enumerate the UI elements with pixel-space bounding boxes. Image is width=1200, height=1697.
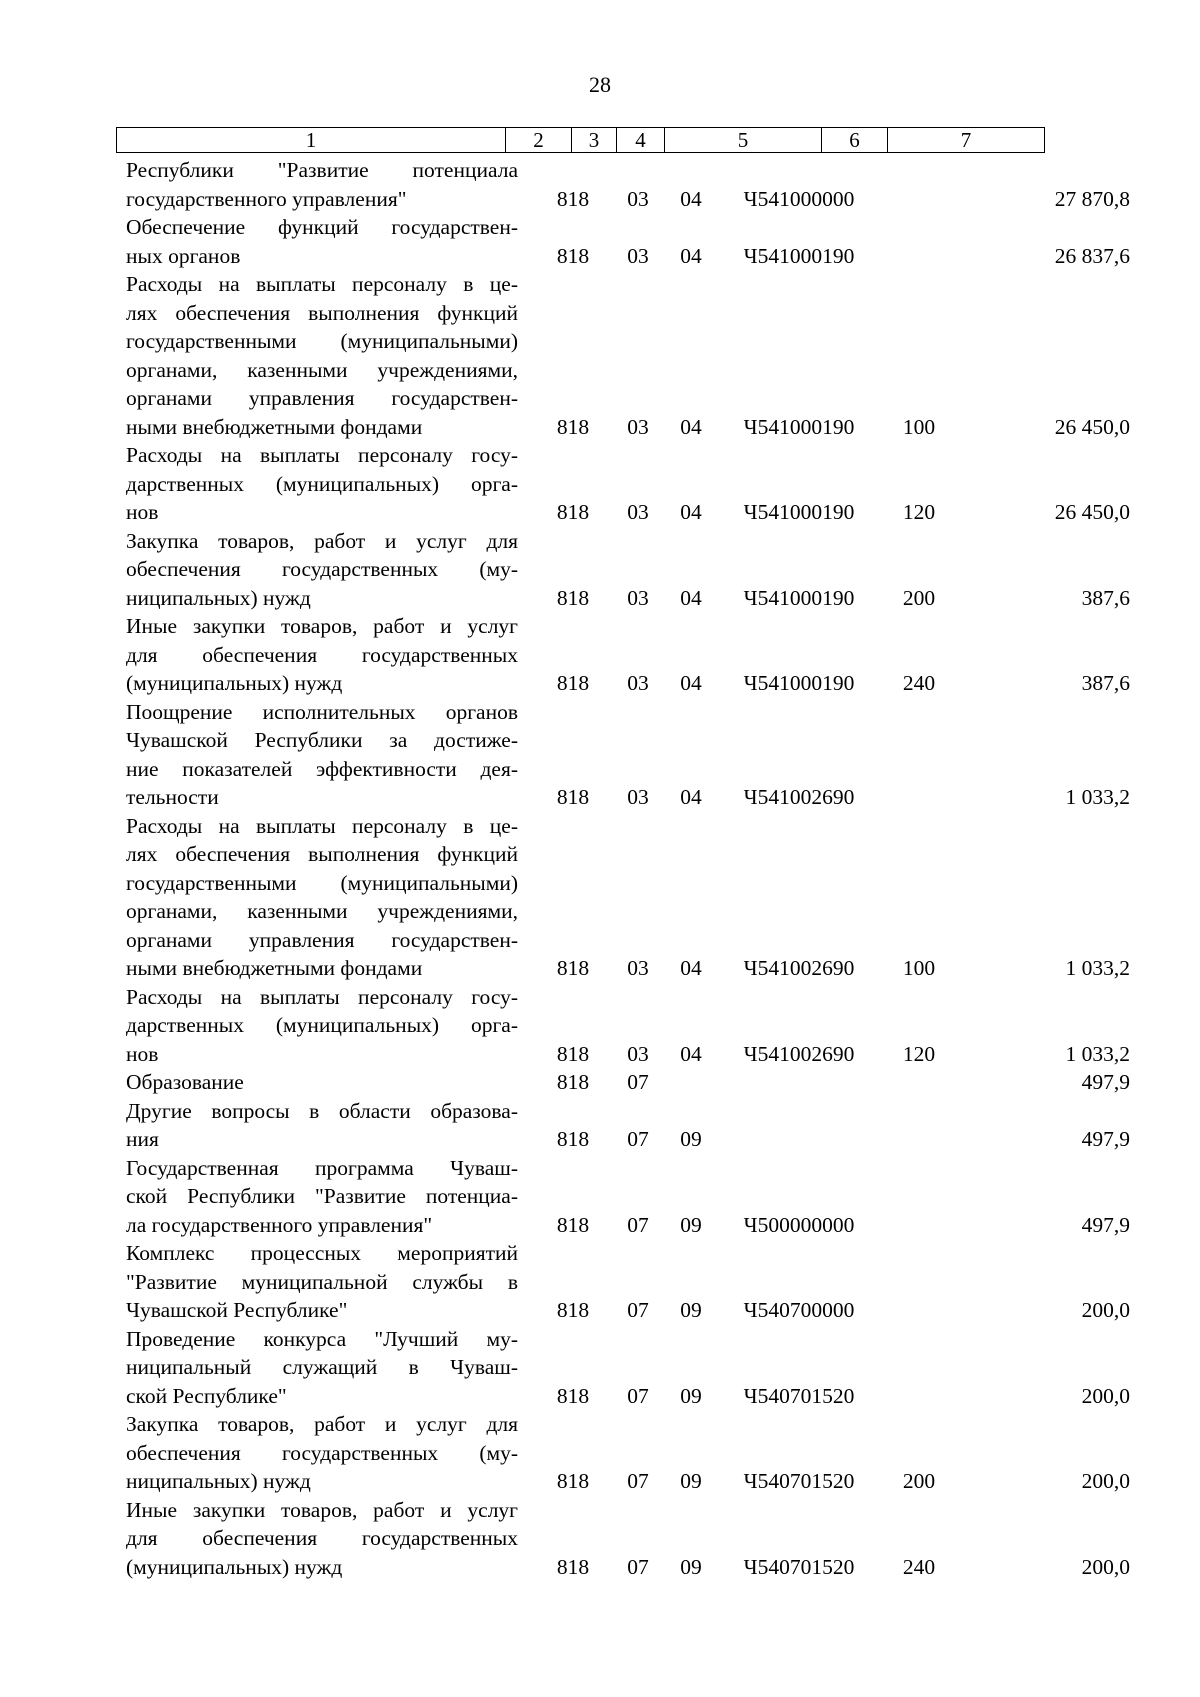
row-cell-c5: Ч540701520 — [743, 1554, 855, 1579]
row-cell-c6: 240 — [902, 671, 936, 695]
table-row — [126, 1239, 1130, 1325]
row-cell-c3: 07 — [627, 1469, 649, 1493]
row-cell-c5: Ч540701520 — [743, 1469, 855, 1493]
row-name-line: ла государственного управления" — [126, 1212, 433, 1237]
table-row — [126, 1068, 1130, 1097]
row-cell-c4: 09 — [680, 1298, 702, 1322]
row-cell-c7: 26 450,0 — [1054, 414, 1130, 439]
row-name-line: "Развитие муниципальной службы в — [126, 1269, 518, 1294]
row-name-line: ниципальных) нужд — [126, 1469, 311, 1493]
row-name — [126, 1097, 518, 1154]
row-name-line: нов — [126, 500, 159, 524]
table-row — [126, 1154, 1130, 1240]
row-name-line: ными внебюджетными фондами — [126, 956, 423, 980]
table-row — [126, 441, 1130, 527]
row-cell-c6: 120 — [902, 500, 936, 524]
row-cell-c7: 200,0 — [1081, 1469, 1130, 1493]
row-name — [126, 1325, 518, 1411]
row-name-line: ской Республики "Развитие потенциа- — [126, 1184, 518, 1208]
row-name-line: государственными (муниципальными) — [126, 329, 518, 353]
row-cell-c7: 26 450,0 — [1054, 500, 1130, 524]
row-name-line: Чувашской Республики за достиже- — [126, 728, 518, 752]
row-name-line: Расходы на выплаты персоналу в це- — [126, 272, 518, 296]
row-name-line: органами управления государствен- — [126, 927, 518, 952]
row-name-line: государственными (муниципальными) — [126, 870, 518, 895]
row-name-line: органами управления государствен- — [126, 386, 518, 410]
row-cell-c4: 04 — [680, 243, 702, 268]
row-cell-c2: 818 — [556, 1383, 590, 1408]
row-cell-c3: 07 — [627, 1070, 649, 1094]
row-cell-c2: 818 — [556, 414, 590, 439]
row-cell-c7: 200,0 — [1081, 1298, 1130, 1322]
row-cell-c5: Ч541000190 — [743, 414, 855, 439]
row-name — [126, 156, 518, 213]
row-cell-c4: 04 — [680, 186, 702, 211]
table-row — [126, 983, 1130, 1069]
table-row — [126, 812, 1130, 983]
row-name-line: лях обеспечения выполнения функций — [126, 842, 518, 866]
row-cell-c7: 387,6 — [1081, 585, 1130, 610]
row-cell-c2: 818 — [556, 1298, 590, 1322]
row-cell-c5: Ч500000000 — [743, 1212, 855, 1237]
row-name-line: ние показателей эффективности дея- — [126, 756, 518, 781]
row-cell-c2: 818 — [556, 1469, 590, 1493]
row-cell-c4: 09 — [680, 1127, 702, 1151]
budget-rows — [126, 156, 1130, 1581]
row-name-line: дарственных (муниципальных) орга- — [126, 471, 518, 496]
row-cell-c7: 497,9 — [1081, 1212, 1130, 1237]
table-row — [126, 213, 1130, 270]
row-cell-c7: 26 837,6 — [1054, 243, 1130, 268]
table-row — [126, 1097, 1130, 1154]
row-name-line: ными внебюджетными фондами — [126, 414, 423, 439]
row-name-line: государственного управления" — [126, 186, 407, 211]
column-header-row — [117, 128, 1045, 153]
row-cell-c2: 818 — [556, 243, 590, 268]
row-name-line: Расходы на выплаты персоналу госу- — [126, 984, 518, 1009]
row-cell-c2: 818 — [556, 500, 590, 524]
row-name — [126, 983, 518, 1069]
row-name — [126, 213, 518, 270]
column-header-7: 7 — [888, 128, 1045, 153]
row-name-line: Государственная программа Чуваш- — [126, 1155, 518, 1180]
row-cell-c2: 818 — [556, 1041, 590, 1066]
row-cell-c5: Ч541002690 — [743, 785, 855, 809]
row-cell-c6: 240 — [902, 1554, 936, 1579]
row-cell-c2: 818 — [556, 1070, 590, 1094]
table-row — [126, 527, 1130, 613]
row-cell-c7: 1 033,2 — [1065, 1041, 1130, 1066]
row-name-line: нов — [126, 1041, 159, 1066]
row-cell-c4: 09 — [680, 1554, 702, 1579]
row-cell-c2: 818 — [556, 671, 590, 695]
row-name-line: Расходы на выплаты персоналу госу- — [126, 443, 518, 467]
row-name-line: Чувашской Республике" — [126, 1298, 348, 1322]
row-cell-c3: 03 — [627, 1041, 649, 1066]
row-cell-c7: 387,6 — [1081, 671, 1130, 695]
row-cell-c6: 200 — [902, 1469, 936, 1493]
row-cell-c7: 200,0 — [1081, 1383, 1130, 1408]
row-name — [126, 1496, 518, 1582]
row-name-line: ных органов — [126, 243, 241, 268]
row-name-line: органами, казенными учреждениями, — [126, 357, 518, 382]
row-name — [126, 270, 518, 441]
row-cell-c3: 03 — [627, 414, 649, 439]
row-name — [126, 698, 518, 812]
row-cell-c6: 100 — [902, 956, 936, 980]
row-name-line: Образование — [126, 1070, 244, 1094]
row-cell-c3: 03 — [627, 186, 649, 211]
row-cell-c4: 09 — [680, 1469, 702, 1493]
row-name-line: Республики "Развитие потенциала — [126, 158, 518, 182]
row-cell-c3: 03 — [627, 785, 649, 809]
row-cell-c3: 07 — [627, 1212, 649, 1237]
row-cell-c2: 818 — [556, 956, 590, 980]
row-name-line: органами, казенными учреждениями, — [126, 899, 518, 923]
row-cell-c5: Ч540700000 — [743, 1298, 855, 1322]
row-cell-c3: 03 — [627, 671, 649, 695]
row-cell-c4: 04 — [680, 785, 702, 809]
row-cell-c7: 1 033,2 — [1065, 785, 1130, 809]
row-cell-c4: 04 — [680, 671, 702, 695]
row-name — [126, 1154, 518, 1240]
row-name — [126, 1410, 518, 1496]
table-row — [126, 698, 1130, 812]
row-name-line: ниципальный служащий в Чуваш- — [126, 1355, 518, 1379]
row-cell-c3: 03 — [627, 956, 649, 980]
row-name-line: (муниципальных) нужд — [126, 671, 343, 695]
row-name-line: для обеспечения государственных — [126, 642, 518, 667]
row-name-line: Поощрение исполнительных органов — [126, 699, 518, 724]
row-name — [126, 1239, 518, 1325]
row-name — [126, 1068, 518, 1097]
table-row — [126, 270, 1130, 441]
row-name-line: Закупка товаров, работ и услуг для — [126, 1412, 518, 1436]
row-cell-c7: 1 033,2 — [1065, 956, 1130, 980]
row-name-line: Иные закупки товаров, работ и услуг — [126, 614, 518, 638]
row-cell-c7: 497,9 — [1081, 1127, 1130, 1151]
row-cell-c2: 818 — [556, 585, 590, 610]
row-name — [126, 441, 518, 527]
row-name-line: ской Республике" — [126, 1383, 287, 1408]
row-cell-c4: 04 — [680, 500, 702, 524]
row-name-line: ния — [126, 1127, 159, 1151]
row-name-line: Проведение конкурса "Лучший му- — [126, 1326, 518, 1351]
row-name-line: лях обеспечения выполнения функций — [126, 300, 518, 325]
row-cell-c3: 07 — [627, 1127, 649, 1151]
row-cell-c5: Ч541000000 — [743, 186, 855, 211]
row-cell-c7: 200,0 — [1081, 1554, 1130, 1579]
row-cell-c4: 04 — [680, 414, 702, 439]
row-cell-c5: Ч541002690 — [743, 1041, 855, 1066]
row-cell-c5: Ч541000190 — [743, 671, 855, 695]
table-row — [126, 612, 1130, 698]
row-name-line: Закупка товаров, работ и услуг для — [126, 528, 518, 553]
row-name — [126, 812, 518, 983]
row-name-line: Другие вопросы в области образова- — [126, 1098, 518, 1123]
row-cell-c6: 200 — [902, 585, 936, 610]
row-name-line: тельности — [126, 785, 219, 809]
row-cell-c3: 03 — [627, 500, 649, 524]
column-header-6: 6 — [822, 128, 888, 153]
column-header-3: 3 — [572, 128, 617, 153]
row-name-line: обеспечения государственных (му- — [126, 557, 518, 581]
column-header-table — [116, 127, 1045, 153]
row-cell-c2: 818 — [556, 1212, 590, 1237]
row-cell-c7: 27 870,8 — [1054, 186, 1130, 211]
row-cell-c6: 120 — [902, 1041, 936, 1066]
table-row — [126, 1325, 1130, 1411]
column-header-4: 4 — [617, 128, 665, 153]
row-name-line: ниципальных) нужд — [126, 585, 311, 610]
table-row — [126, 1410, 1130, 1496]
row-name-line: Комплекс процессных мероприятий — [126, 1241, 518, 1265]
row-name-line: Иные закупки товаров, работ и услуг — [126, 1497, 518, 1522]
row-name-line: Обеспечение функций государствен- — [126, 215, 518, 239]
row-name-line: Расходы на выплаты персоналу в це- — [126, 813, 518, 838]
row-cell-c5: Ч541000190 — [743, 500, 855, 524]
row-cell-c7: 497,9 — [1081, 1070, 1130, 1094]
row-cell-c3: 03 — [627, 585, 649, 610]
row-cell-c3: 07 — [627, 1554, 649, 1579]
column-header-2: 2 — [506, 128, 572, 153]
row-cell-c4: 04 — [680, 1041, 702, 1066]
row-cell-c4: 09 — [680, 1212, 702, 1237]
row-cell-c3: 07 — [627, 1383, 649, 1408]
row-cell-c5: Ч541000190 — [743, 585, 855, 610]
row-cell-c3: 03 — [627, 243, 649, 268]
column-header-1: 1 — [117, 128, 506, 153]
row-name — [126, 612, 518, 698]
row-cell-c4: 04 — [680, 956, 702, 980]
page-number: 28 — [589, 72, 611, 97]
row-cell-c6: 100 — [902, 414, 936, 439]
row-name-line: для обеспечения государственных — [126, 1526, 518, 1550]
row-cell-c2: 818 — [556, 1127, 590, 1151]
row-cell-c3: 07 — [627, 1298, 649, 1322]
row-cell-c5: Ч541000190 — [743, 243, 855, 268]
table-row — [126, 1496, 1130, 1582]
row-name-line: дарственных (муниципальных) орга- — [126, 1013, 518, 1037]
row-cell-c2: 818 — [556, 1554, 590, 1579]
column-header-5: 5 — [665, 128, 822, 153]
table-row — [126, 156, 1130, 213]
row-name — [126, 527, 518, 613]
row-cell-c5: Ч541002690 — [743, 956, 855, 980]
row-cell-c4: 04 — [680, 585, 702, 610]
row-cell-c2: 818 — [556, 785, 590, 809]
row-cell-c5: Ч540701520 — [743, 1383, 855, 1408]
row-name-line: (муниципальных) нужд — [126, 1554, 343, 1579]
row-cell-c4: 09 — [680, 1383, 702, 1408]
row-cell-c2: 818 — [556, 186, 590, 211]
row-name-line: обеспечения государственных (му- — [126, 1440, 518, 1465]
